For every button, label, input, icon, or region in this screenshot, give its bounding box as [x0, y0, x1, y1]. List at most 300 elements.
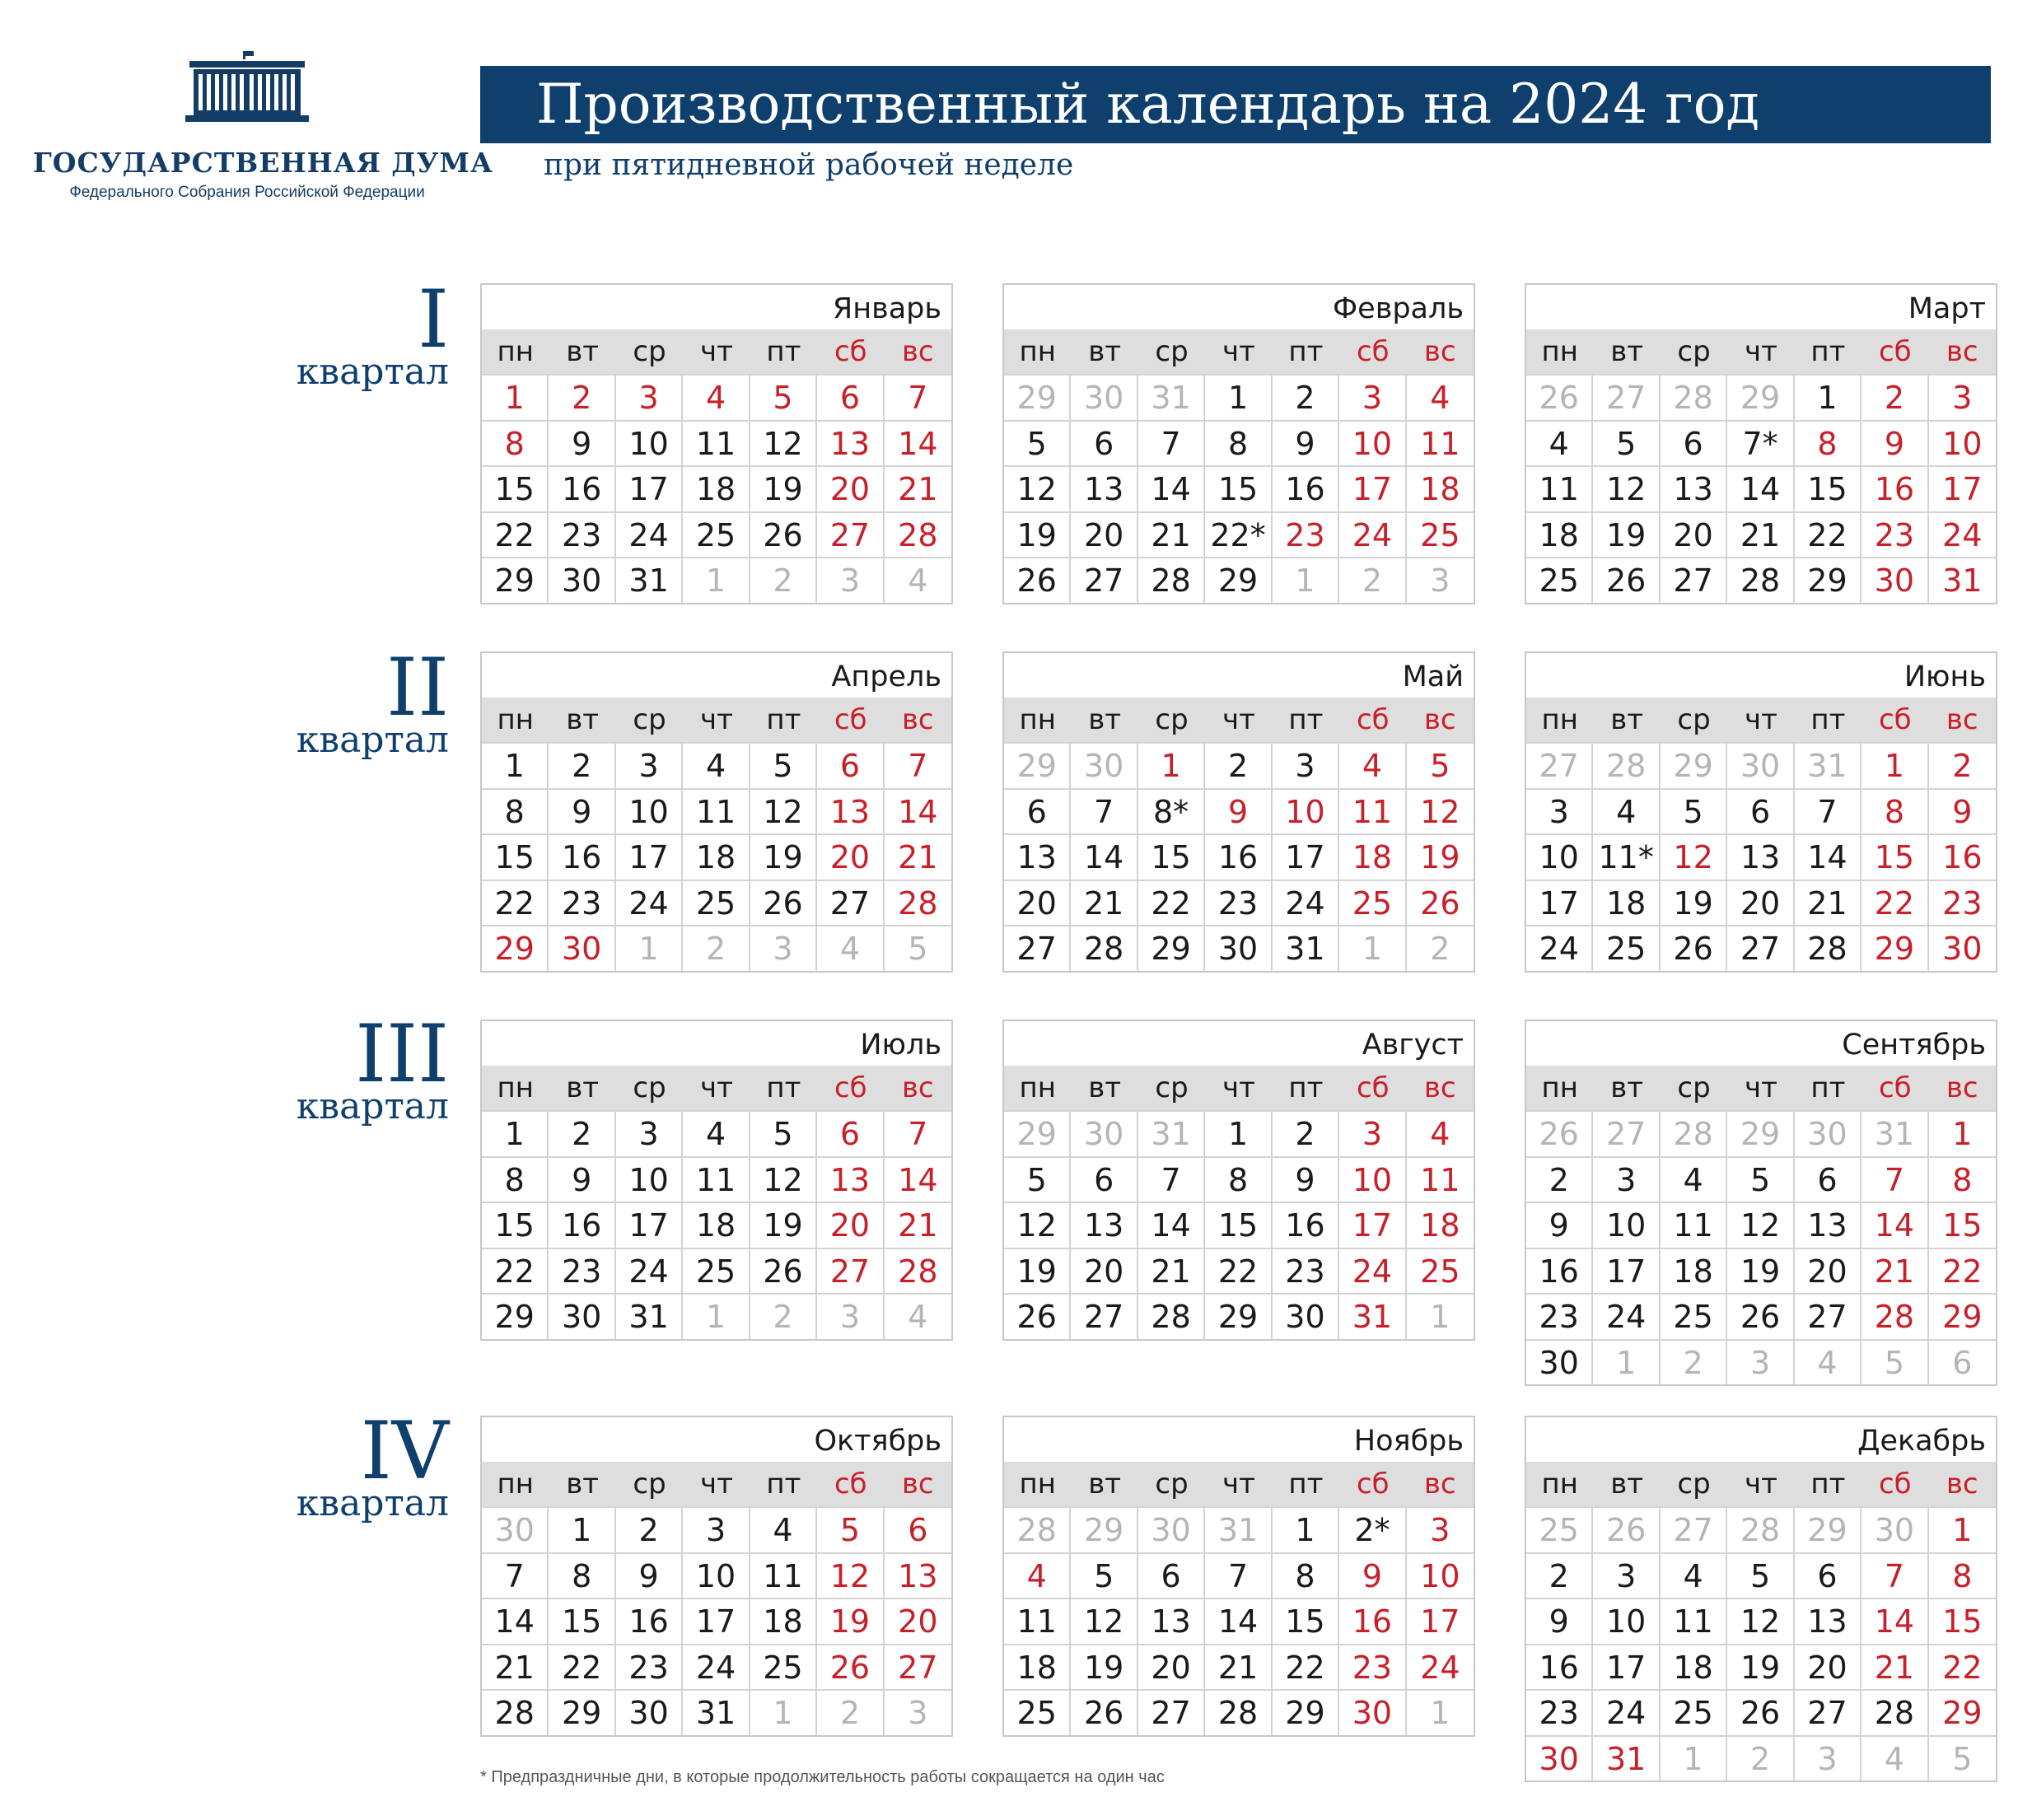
- holiday-day: 26: [1420, 884, 1460, 922]
- work-day: 11: [1661, 1203, 1727, 1248]
- work-day: 25: [750, 1645, 817, 1690]
- work-day: 10: [616, 1158, 683, 1202]
- work-day: 20: [1071, 513, 1137, 558]
- week-row: [1526, 1552, 1996, 1598]
- weekday-header-row: [482, 1462, 951, 1506]
- week-row: [1526, 1339, 1996, 1385]
- work-day: 22: [1138, 881, 1205, 926]
- work-day: 9: [549, 790, 615, 834]
- work-day: 31: [616, 558, 683, 603]
- weekday-label: вс: [1946, 1071, 1978, 1104]
- adjacent-month-day: 1: [1430, 1695, 1450, 1731]
- work-day: 27: [1795, 1295, 1862, 1339]
- holiday-day: 6: [817, 1112, 884, 1156]
- work-day: 9: [616, 1554, 683, 1598]
- holiday-day: 9: [1862, 422, 1928, 466]
- holiday-day: 4: [1004, 1554, 1071, 1598]
- holiday-day: 25: [1420, 516, 1460, 553]
- work-day: 21: [1727, 513, 1794, 558]
- adjacent-month-day: 30: [1071, 376, 1137, 420]
- work-day: 24: [1526, 926, 1593, 971]
- holiday-day: 19: [817, 1599, 884, 1644]
- week-row: [482, 465, 951, 511]
- work-day: 3: [1593, 1158, 1660, 1202]
- month-august: [1002, 1020, 1475, 1341]
- title-bar: [480, 66, 1991, 143]
- work-day: 7: [1795, 790, 1862, 834]
- work-day: 5: [1727, 1554, 1794, 1598]
- holiday-day: 27: [898, 1649, 938, 1686]
- footnote: * Предпраздничные дни, в которые продолжительность работы сокращается на один час: [480, 1768, 1165, 1786]
- weekday-label: вс: [1423, 1071, 1456, 1104]
- weekday-label: сб: [1878, 1071, 1912, 1104]
- holiday-day: 23: [1339, 1645, 1406, 1690]
- work-day: 25: [1661, 1691, 1727, 1735]
- work-day: 4: [683, 1112, 750, 1156]
- weekday-label: чт: [1745, 1071, 1777, 1104]
- work-day: 19: [750, 467, 817, 511]
- work-day: 23: [616, 1645, 683, 1690]
- holiday-day: 9: [1339, 1554, 1406, 1598]
- work-day: 24: [616, 513, 683, 558]
- work-day: 7: [1138, 1158, 1205, 1202]
- adjacent-month-day: 4: [1795, 1341, 1862, 1385]
- weekday-label: вс: [1946, 703, 1978, 736]
- holiday-day: 17: [1339, 467, 1406, 511]
- weekday-label: ср: [1677, 703, 1711, 736]
- adjacent-month-day: 2: [1661, 1341, 1727, 1385]
- work-day: 27: [817, 881, 884, 926]
- adjacent-month-day: 1: [1430, 1299, 1450, 1335]
- month-july: [480, 1020, 953, 1341]
- adjacent-month-day: 27: [1526, 744, 1593, 788]
- work-day: 30: [1526, 1341, 1593, 1385]
- work-day: 5: [1593, 422, 1660, 466]
- weekday-label: пн: [1541, 703, 1578, 736]
- work-day: 15: [1205, 1203, 1272, 1248]
- holiday-day: 24: [1420, 1649, 1460, 1686]
- weekday-label: ср: [1677, 335, 1711, 368]
- week-row: [1526, 1156, 1996, 1202]
- work-day: 28: [1138, 1295, 1205, 1339]
- work-day: 3: [1593, 1554, 1660, 1598]
- holiday-day: 6: [908, 1512, 928, 1548]
- weekday-header-row: [1004, 698, 1474, 742]
- holiday-day: 14: [898, 1161, 938, 1198]
- week-row: [482, 374, 951, 420]
- weekday-label: сб: [834, 1071, 867, 1104]
- week-row: [1526, 788, 1996, 834]
- adjacent-month-day: 1: [1661, 1737, 1727, 1781]
- weekday-label: пт: [1810, 703, 1846, 736]
- work-day: 24: [683, 1645, 750, 1690]
- month-june: [1525, 651, 1997, 973]
- adjacent-month-day: 30: [1862, 1508, 1928, 1552]
- month-january: [480, 283, 953, 604]
- work-day: 6: [1795, 1554, 1862, 1598]
- work-day: 22: [482, 513, 549, 558]
- adjacent-month-day: 1: [683, 1295, 750, 1339]
- week-row: [482, 511, 951, 558]
- week-row: [482, 1248, 951, 1294]
- work-day: 1: [1205, 1112, 1272, 1156]
- holiday-day: 7: [908, 748, 928, 784]
- weekday-label: ср: [1155, 1468, 1189, 1500]
- work-day: 12: [750, 1158, 817, 1202]
- holiday-day: 1: [1952, 1116, 1973, 1152]
- week-row: [482, 1156, 951, 1202]
- work-day: 3: [616, 744, 683, 788]
- quarter-label-2: [165, 642, 449, 761]
- work-day: 20: [1004, 881, 1071, 926]
- work-day: 16: [1273, 1203, 1339, 1248]
- holiday-day: 18: [1420, 1207, 1460, 1244]
- holiday-day: 13: [817, 1158, 884, 1202]
- weekday-label: сб: [1356, 335, 1390, 368]
- holiday-day: 2: [549, 376, 615, 420]
- holiday-day: 21: [1862, 1645, 1928, 1690]
- week-row: [1004, 788, 1474, 834]
- holiday-day: 14: [898, 793, 938, 830]
- work-day: 5: [1661, 790, 1727, 834]
- weekday-label: вс: [1423, 1468, 1456, 1500]
- weekday-label: ср: [633, 335, 666, 368]
- work-day: 9: [1526, 1203, 1593, 1248]
- adjacent-month-day: 6: [1952, 1344, 1973, 1381]
- work-day: 23: [1205, 881, 1272, 926]
- weekday-label: чт: [1745, 335, 1777, 368]
- work-day: 16: [549, 467, 615, 511]
- week-row: [1004, 880, 1474, 926]
- work-day: 12: [1727, 1599, 1794, 1644]
- work-day: 14: [482, 1599, 549, 1644]
- adjacent-month-day: 5: [1952, 1740, 1973, 1777]
- work-day: 25: [1526, 558, 1593, 603]
- weekday-label: чт: [1745, 1468, 1777, 1500]
- work-day: 18: [1593, 881, 1660, 926]
- week-row: [1526, 1598, 1996, 1644]
- quarter-number: III: [355, 1008, 449, 1100]
- weekday-label: ср: [1155, 335, 1189, 368]
- week-row: [1004, 374, 1474, 420]
- work-day: 20: [1661, 513, 1727, 558]
- week-row: [1004, 1293, 1474, 1339]
- work-day: 29: [482, 1295, 549, 1339]
- weekday-label: ср: [633, 1071, 666, 1104]
- work-day: 29: [482, 558, 549, 603]
- weekday-label: ср: [633, 703, 666, 736]
- weekday-label: вт: [1088, 703, 1122, 736]
- work-day: 11: [750, 1554, 817, 1598]
- holiday-day: 7: [908, 380, 928, 416]
- month-name: Август: [1362, 1029, 1464, 1062]
- work-day: 27: [1138, 1691, 1205, 1735]
- holiday-day: 2: [1862, 376, 1928, 420]
- month-december: [1525, 1416, 1997, 1782]
- work-day: 6: [1727, 790, 1794, 834]
- weekday-label: сб: [1878, 1468, 1912, 1500]
- work-day: 25: [683, 513, 750, 558]
- month-name: Декабрь: [1857, 1425, 1986, 1458]
- weekday-header-row: [1004, 1066, 1474, 1110]
- work-day: 11: [683, 422, 750, 466]
- work-day: 12: [1727, 1203, 1794, 1248]
- work-day: 21: [1138, 513, 1205, 558]
- week-row: [1526, 465, 1996, 511]
- work-day: 16: [1205, 835, 1272, 880]
- holiday-day: 26: [817, 1645, 884, 1690]
- week-row: [1004, 742, 1474, 788]
- holiday-day: 12: [817, 1554, 884, 1598]
- work-day: 9: [549, 1158, 615, 1202]
- holiday-day: 18: [1420, 471, 1460, 507]
- adjacent-month-day: 2: [1727, 1737, 1794, 1781]
- holiday-day: 27: [817, 1249, 884, 1294]
- work-day: 23: [549, 513, 615, 558]
- holiday-day: 17: [1420, 1603, 1460, 1640]
- work-day: 10: [616, 422, 683, 466]
- work-day: 2: [1273, 376, 1339, 420]
- work-day: 10: [1593, 1599, 1660, 1644]
- weekday-label: вт: [1088, 335, 1122, 368]
- holiday-day: 15: [1942, 1603, 1983, 1640]
- holiday-day: 14: [898, 425, 938, 462]
- weekday-label: чт: [1222, 703, 1255, 736]
- holiday-day: 3: [1339, 1112, 1406, 1156]
- adjacent-month-day: 3: [817, 1295, 884, 1339]
- holiday-day: 14: [1862, 1599, 1928, 1644]
- holiday-day: 16: [1339, 1599, 1406, 1644]
- week-row: [482, 420, 951, 466]
- weekday-label: пн: [1541, 1468, 1578, 1500]
- week-row: [1004, 511, 1474, 558]
- holiday-day: 22: [1942, 1253, 1983, 1290]
- holiday-day: 30: [1862, 558, 1928, 603]
- week-row: [1004, 1110, 1474, 1156]
- week-row: [482, 557, 951, 603]
- work-day: 11: [1526, 467, 1593, 511]
- adjacent-month-day: 29: [1004, 376, 1071, 420]
- work-day: 2: [549, 1112, 615, 1156]
- weekday-label: вт: [1610, 1468, 1644, 1500]
- week-row: [1526, 374, 1996, 420]
- holiday-day: 24: [1942, 516, 1983, 553]
- work-day: 22: [1273, 1645, 1339, 1690]
- week-row: [482, 1644, 951, 1690]
- holiday-day: 20: [817, 467, 884, 511]
- work-day: 18: [1661, 1249, 1727, 1294]
- adjacent-month-day: 30: [1071, 1112, 1137, 1156]
- work-day: 28: [1138, 558, 1205, 603]
- weekday-header-row: [1526, 1066, 1996, 1110]
- work-day: 18: [750, 1599, 817, 1644]
- week-row: [482, 1598, 951, 1644]
- holiday-day: 30: [1526, 1737, 1593, 1781]
- work-day: 29: [549, 1691, 615, 1735]
- holiday-day: 6: [817, 744, 884, 788]
- holiday-day: 21: [898, 1207, 938, 1244]
- month-november: [1002, 1416, 1475, 1737]
- work-day: 12: [750, 422, 817, 466]
- work-day: 17: [683, 1599, 750, 1644]
- week-row: [1004, 833, 1474, 880]
- adjacent-month-day: 29: [1004, 744, 1071, 788]
- work-day: 13: [1071, 467, 1137, 511]
- adjacent-month-day: 2: [750, 558, 817, 603]
- work-day: 28: [482, 1691, 549, 1735]
- month-name: Март: [1908, 292, 1986, 325]
- work-day: 7: [482, 1554, 549, 1598]
- month-name: Февраль: [1333, 292, 1464, 325]
- work-day: 6: [1071, 1158, 1137, 1202]
- holiday-day: 17: [1942, 471, 1983, 507]
- week-row: [1526, 833, 1996, 880]
- weekday-label: вс: [1423, 703, 1456, 736]
- work-day: 25: [1004, 1691, 1071, 1735]
- holiday-day: 1: [482, 376, 549, 420]
- month-name: Октябрь: [814, 1425, 941, 1458]
- work-day: 20: [1727, 881, 1794, 926]
- work-day: 20: [1795, 1249, 1862, 1294]
- week-row: [1526, 1689, 1996, 1735]
- adjacent-month-day: 30: [1727, 744, 1794, 788]
- week-row: [1004, 1506, 1474, 1552]
- work-day: 18: [1661, 1645, 1727, 1690]
- holiday-day: 24: [1339, 513, 1406, 558]
- work-day: 5: [750, 744, 817, 788]
- work-day: 31: [683, 1691, 750, 1735]
- holiday-day: 12: [1420, 793, 1460, 830]
- weekday-header-row: [1004, 329, 1474, 374]
- holiday-day: 11: [1339, 790, 1406, 834]
- holiday-day: 23: [1273, 513, 1339, 558]
- weekday-label: пн: [497, 703, 534, 736]
- holiday-day: 4: [1339, 744, 1406, 788]
- week-row: [1004, 1202, 1474, 1248]
- adjacent-month-day: 4: [1862, 1737, 1928, 1781]
- work-day: 12: [1004, 1203, 1071, 1248]
- work-day: 14: [1071, 835, 1137, 880]
- work-day: 30: [616, 1691, 683, 1735]
- holiday-day: 18: [1339, 835, 1406, 880]
- weekday-label: пт: [1288, 335, 1324, 368]
- month-september: [1525, 1020, 1997, 1386]
- work-day: 24: [1593, 1691, 1660, 1735]
- work-day: 13: [1661, 467, 1727, 511]
- week-row: [482, 1202, 951, 1248]
- work-day: 21: [1205, 1645, 1272, 1690]
- work-day: 26: [750, 881, 817, 926]
- week-row: [1526, 1202, 1996, 1248]
- holiday-day: 22: [1942, 1649, 1983, 1686]
- work-day: 14: [1727, 467, 1794, 511]
- adjacent-month-day: 3: [750, 926, 817, 971]
- holiday-day: 1: [1862, 744, 1928, 788]
- week-row: [1526, 880, 1996, 926]
- holiday-day: 3: [616, 376, 683, 420]
- work-day: 31: [1273, 926, 1339, 971]
- work-day: 22: [1205, 1249, 1272, 1294]
- holiday-day: 7: [1862, 1158, 1928, 1202]
- work-day: 29: [1205, 558, 1272, 603]
- holiday-day: 28: [898, 1253, 938, 1290]
- month-name: Июнь: [1904, 660, 1986, 693]
- quarter-number: I: [418, 273, 449, 366]
- work-day: 29: [1795, 558, 1862, 603]
- work-day: 14: [1205, 1599, 1272, 1644]
- work-day: 16: [1526, 1645, 1593, 1690]
- weekday-label: вс: [1946, 335, 1978, 368]
- week-row: [1526, 925, 1996, 971]
- page-title: Производственный календарь на 2024 год: [536, 72, 1760, 136]
- quarter-word: квартал: [296, 1482, 449, 1524]
- adjacent-month-day: 31: [1795, 744, 1862, 788]
- adjacent-month-day: 3: [1727, 1341, 1794, 1385]
- weekday-label: ср: [1677, 1071, 1711, 1104]
- week-row: [1526, 1293, 1996, 1339]
- month-name: Июль: [860, 1029, 941, 1062]
- holiday-day: 31: [1942, 562, 1983, 599]
- quarter-number: II: [386, 642, 449, 734]
- work-day: 26: [1593, 558, 1660, 603]
- work-day: 1: [549, 1508, 615, 1552]
- adjacent-month-day: 30: [482, 1508, 549, 1552]
- quarter-word: квартал: [296, 719, 449, 761]
- holiday-day: 29: [1942, 1695, 1983, 1731]
- holiday-day: 7: [908, 1116, 928, 1152]
- work-day: 4: [750, 1508, 817, 1552]
- adjacent-month-day: 4: [908, 562, 928, 599]
- holiday-day: 25: [1420, 1253, 1460, 1290]
- work-day: 5: [1727, 1158, 1794, 1202]
- holiday-day: 27: [817, 513, 884, 558]
- holiday-day: 11: [1420, 425, 1460, 462]
- work-day: 8: [1205, 422, 1272, 466]
- work-day: 17: [616, 835, 683, 880]
- month-february: [1002, 283, 1475, 604]
- holiday-day: 28: [1862, 1295, 1928, 1339]
- work-day: 2: [1205, 744, 1272, 788]
- work-day: 8: [1273, 1554, 1339, 1598]
- week-row: [1004, 1248, 1474, 1294]
- weekday-label: пн: [497, 335, 534, 368]
- adjacent-month-day: 28: [1593, 744, 1660, 788]
- weekday-label: чт: [700, 335, 733, 368]
- work-day: 18: [683, 835, 750, 880]
- work-day: 8: [482, 1158, 549, 1202]
- work-day: 23: [549, 1249, 615, 1294]
- weekday-label: пн: [1541, 1071, 1578, 1104]
- work-day: 9: [1273, 1158, 1339, 1202]
- holiday-day: 17: [1339, 1203, 1406, 1248]
- weekday-label: чт: [1745, 703, 1777, 736]
- week-row: [1004, 1689, 1474, 1735]
- work-day: 19: [1661, 881, 1727, 926]
- week-row: [482, 1293, 951, 1339]
- week-row: [1004, 557, 1474, 603]
- work-day: 27: [1727, 926, 1794, 971]
- work-day: 31: [616, 1295, 683, 1339]
- holiday-day: 1: [1138, 744, 1205, 788]
- week-row: [1526, 1506, 1996, 1552]
- work-day: 2: [1273, 1112, 1339, 1156]
- weekday-label: чт: [1222, 1468, 1255, 1500]
- holiday-day: 31: [1339, 1295, 1406, 1339]
- adjacent-month-day: 30: [1795, 1112, 1862, 1156]
- month-may: [1002, 651, 1475, 973]
- holiday-day: 9: [1952, 793, 1973, 830]
- weekday-label: сб: [1878, 703, 1912, 736]
